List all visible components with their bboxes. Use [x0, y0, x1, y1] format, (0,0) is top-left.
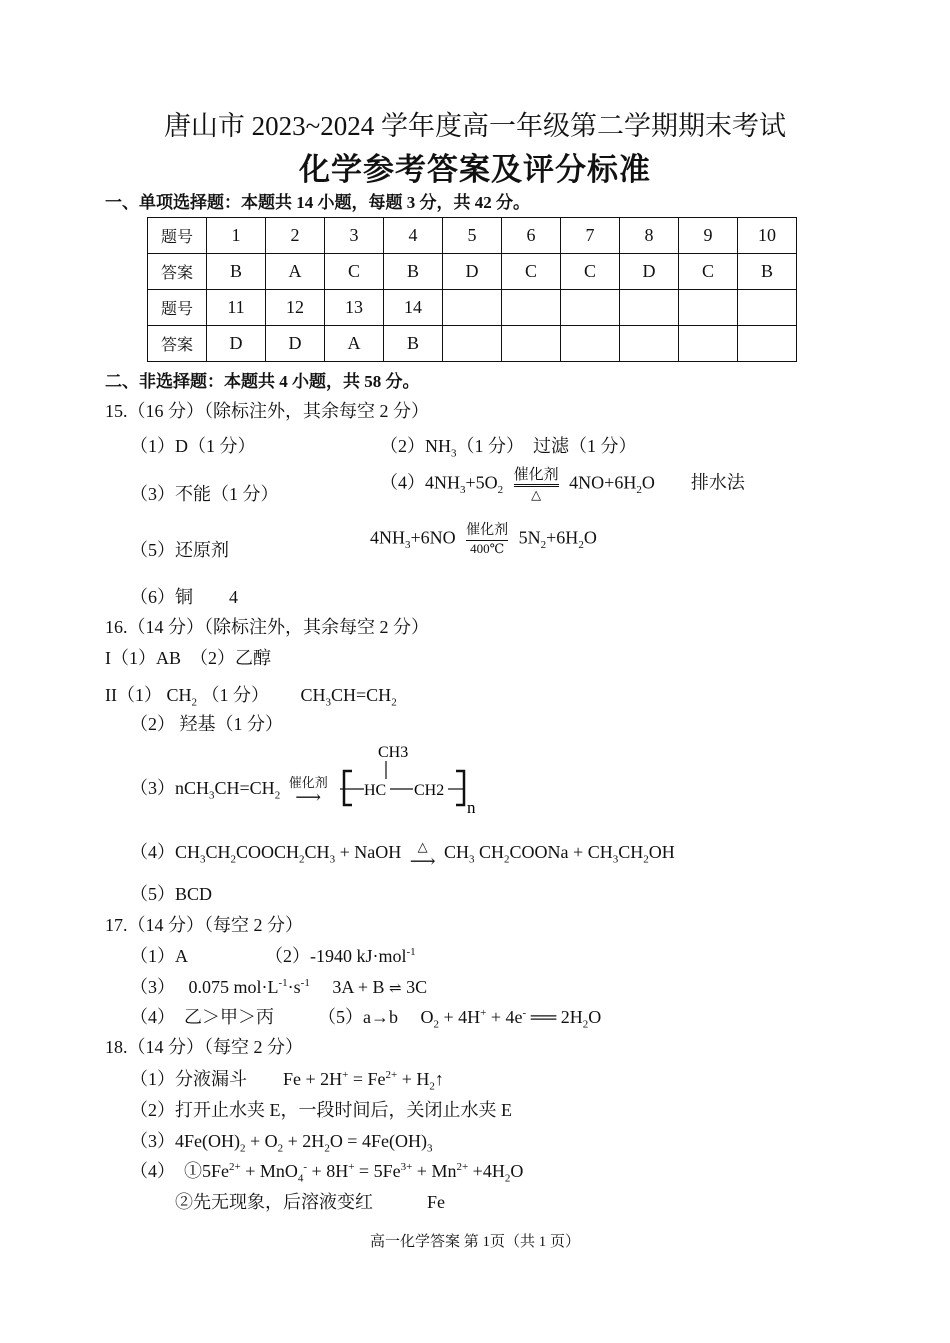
table-cell: 13: [325, 290, 384, 326]
table-cell: C: [561, 254, 620, 290]
table-cell: [620, 290, 679, 326]
poly-ch2-label: CH2: [414, 782, 445, 799]
table-cell: A: [325, 326, 384, 362]
q15-answer-5: （5）还原剂: [130, 540, 229, 560]
q15-answer-1: （1）D（1 分）: [130, 436, 256, 456]
poly-hc-label: HC: [364, 782, 387, 799]
table-cell: 答案: [148, 254, 207, 290]
table-cell: 1: [207, 218, 266, 254]
table-cell: 9: [679, 218, 738, 254]
table-cell: C: [679, 254, 738, 290]
answer-table: [147, 217, 797, 362]
table-cell: [738, 290, 797, 326]
q17-answer-3: （3） 0.075 $mol\cdot L^{-1}\cdot s^{-1}$ 3A + B ⇌ 3C: [130, 977, 428, 997]
section-2-heading: 二、非选择题：本题共 4 小题，共 58 分。: [105, 372, 420, 391]
q16-part-ii-2: （2） 羟基（1 分）: [130, 714, 283, 734]
table-cell: 5: [443, 218, 502, 254]
table-cell: [443, 326, 502, 362]
table-cell: [561, 290, 620, 326]
table-cell: C: [325, 254, 384, 290]
q16-part-i: I（1）AB （2）乙醇: [105, 648, 271, 668]
q16-part-ii-4: $(4)CH_3CH_2COOCH_2CH_3$ + NaOH △ ⟶ $CH_3$ $CH_2COONa + CH_3CH_2OH$: [130, 838, 675, 871]
table-row: [148, 326, 797, 362]
q15-answer-3: （3）不能（1 分）: [130, 484, 279, 504]
q17-answer-1: （1）A: [130, 946, 188, 966]
page-footer: 高一化学答案 第 1页（共 1 页）: [369, 1234, 580, 1250]
table-cell: [443, 290, 502, 326]
table-cell: 2: [266, 218, 325, 254]
q17-heading: 17.（14 分）（每空 2 分）: [105, 915, 303, 935]
q16-heading: 16.（14 分）（除标注外，其余每空 2 分）: [105, 617, 429, 637]
reaction-condition: 催化剂 400℃: [466, 523, 509, 556]
q15-answer-4: $(4)4NH_3+5O_2$ 催化剂 △ $4NO+6H_2O$ 排水法: [380, 467, 745, 502]
table-cell: D: [266, 326, 325, 362]
table-cell: C: [502, 254, 561, 290]
table-cell: B: [207, 254, 266, 290]
table-cell: 题号: [148, 290, 207, 326]
q18-answer-4-1: （4） $①5Fe^{2+} + MnO_4^- + 8H^+ = 5Fe^{3+} + Mn^{2+} +4H_2O$: [130, 1161, 524, 1185]
poly-ch3-label: CH3: [378, 744, 409, 761]
q15-answer-5-equation: $4NH_3+6NO$ 催化剂 400℃ $5N_2+6H_2O$: [370, 523, 597, 556]
q17-answer-2: （2）-1940 kJ·mol$^{-1}$: [265, 946, 416, 966]
reaction-arrow: △ ⟶: [409, 838, 436, 871]
table-cell: [679, 326, 738, 362]
table-cell: 14: [384, 290, 443, 326]
reaction-condition: 催化剂 △: [513, 467, 559, 502]
poly-n-label: n: [467, 798, 476, 817]
table-cell: A: [266, 254, 325, 290]
table-cell: B: [384, 254, 443, 290]
table-cell: [502, 290, 561, 326]
q18-answer-3: $(3)4Fe(OH)_2 + O_2 + 2H_2O = 4Fe(OH)_3$: [130, 1131, 433, 1155]
table-cell: 题号: [148, 218, 207, 254]
table-cell: B: [738, 254, 797, 290]
q17-answer-5: （5）a→b $O_2 + 4H^+ + 4e^-$ ══ $2H_2O$: [318, 1007, 602, 1031]
table-cell: D: [443, 254, 502, 290]
table-cell: 8: [620, 218, 679, 254]
table-row: [148, 290, 797, 326]
table-cell: D: [207, 326, 266, 362]
table-cell: 7: [561, 218, 620, 254]
table-row: [148, 254, 797, 290]
page-title: 唐山市 2023~2024 学年度高一年级第二学期期末考试: [163, 111, 787, 141]
table-cell: 12: [266, 290, 325, 326]
q18-heading: 18.（14 分）（每空 2 分）: [105, 1037, 303, 1057]
q15-answer-6: （6）铜 4: [130, 587, 238, 607]
q16-part-ii-5: （5）BCD: [130, 884, 213, 904]
table-cell: D: [620, 254, 679, 290]
polypropylene-structure: [338, 741, 488, 821]
section-1-heading: 一、单项选择题：本题共 14 小题，每题 3 分，共 42 分。: [105, 193, 530, 212]
q18-answer-2: （2）打开止水夹 E，一段时间后，关闭止水夹 E: [130, 1100, 512, 1120]
table-cell: 10: [738, 218, 797, 254]
q16-part-ii-3: $(3)nCH_3CH=CH_2$ 催化剂 ⟶: [130, 774, 328, 807]
table-cell: 11: [207, 290, 266, 326]
q18-answer-1: （1）分液漏斗 $Fe + 2H^+ = Fe^{2+}$ + $H_2↑$: [130, 1069, 444, 1093]
table-row: [148, 218, 797, 254]
table-cell: [738, 326, 797, 362]
q18-answer-4-2: ②先无现象，后溶液变红 Fe: [175, 1192, 445, 1212]
q17-answer-4: （4） 乙＞甲＞丙: [130, 1007, 274, 1027]
table-cell: [561, 326, 620, 362]
page-subtitle: 化学参考答案及评分标准: [299, 152, 651, 187]
table-cell: 4: [384, 218, 443, 254]
table-cell: [620, 326, 679, 362]
table-cell: [679, 290, 738, 326]
table-cell: 6: [502, 218, 561, 254]
table-cell: B: [384, 326, 443, 362]
q15-answer-2: $(2)NH_3(1$ 分） 过滤（1 分）: [380, 436, 637, 460]
reaction-arrow: 催化剂 ⟶: [288, 774, 328, 807]
table-cell: 3: [325, 218, 384, 254]
q16-part-ii-1: II（1） $CH_2$ （1 分） $CH_3CH=CH_2$: [105, 685, 397, 709]
table-cell: [502, 326, 561, 362]
table-cell: 答案: [148, 326, 207, 362]
q15-heading: 15.（16 分）（除标注外，其余每空 2 分）: [105, 401, 429, 421]
